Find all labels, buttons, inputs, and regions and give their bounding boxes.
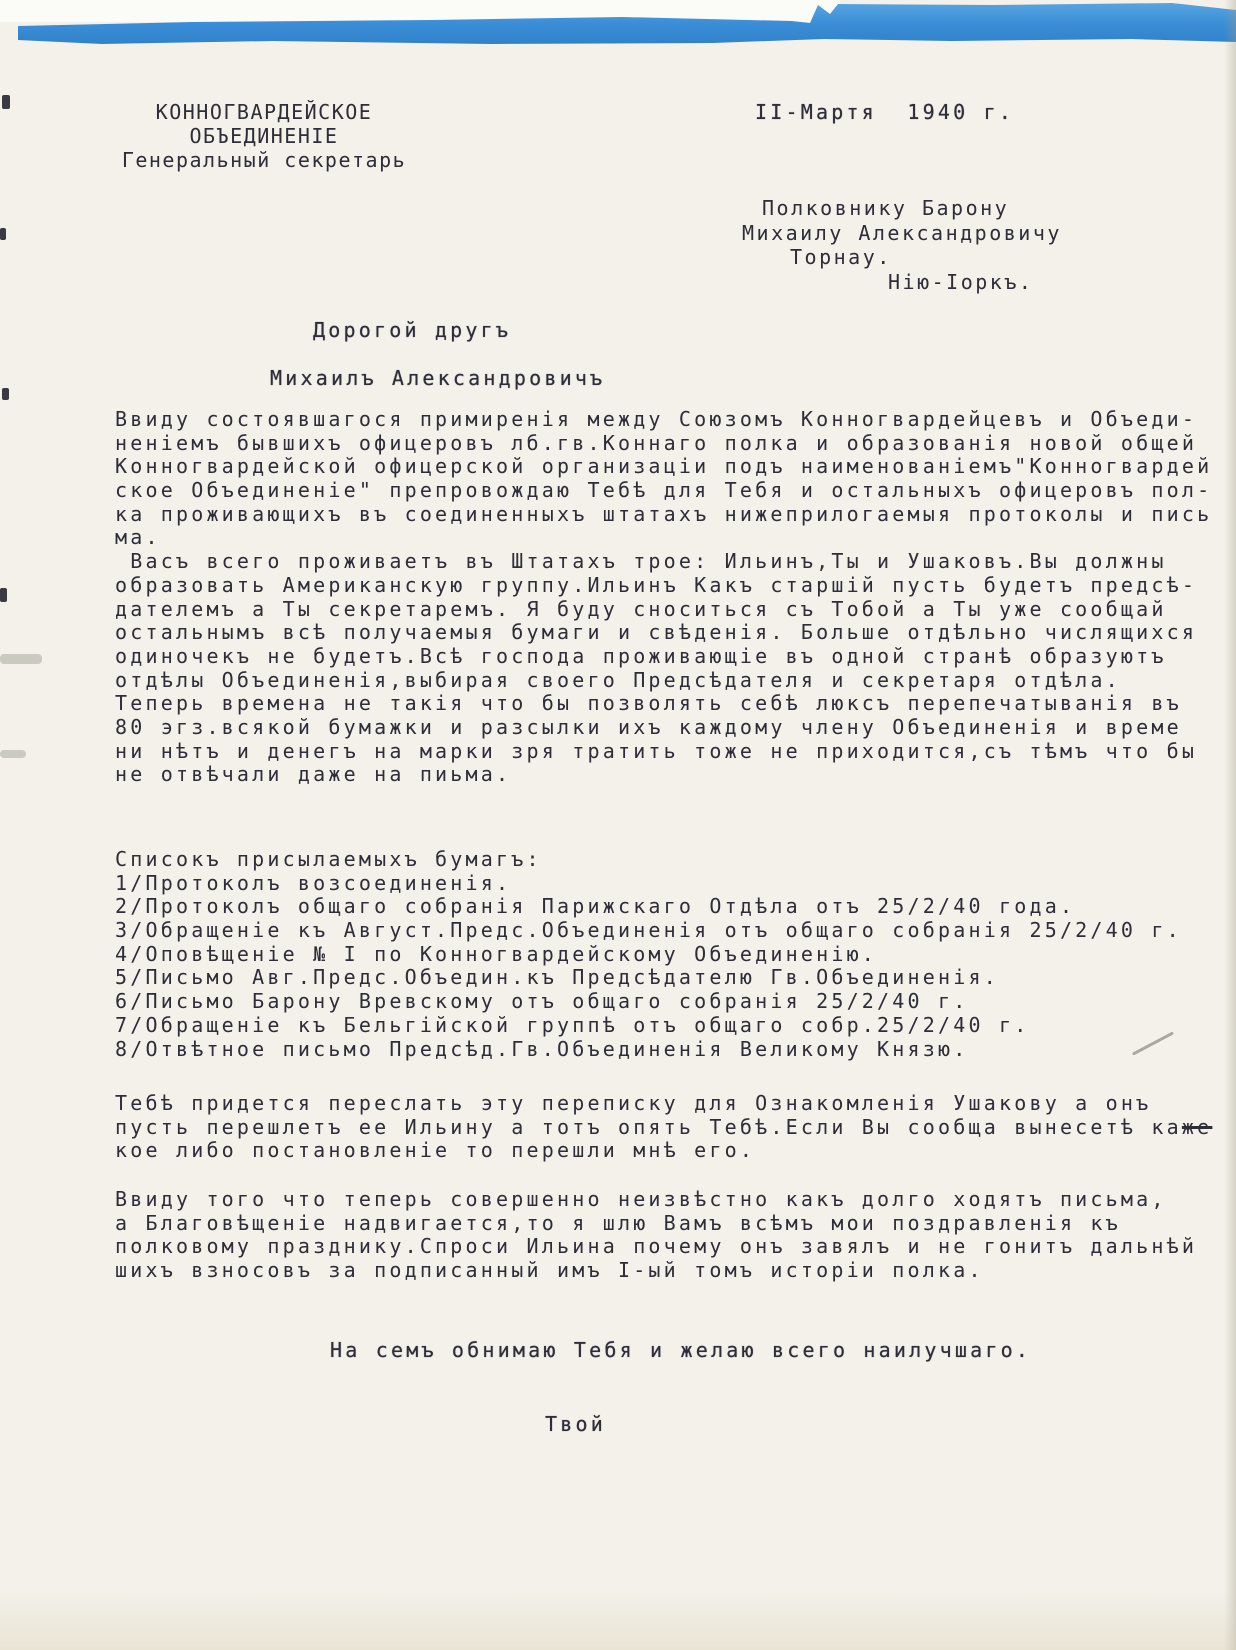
list-item: 6/Письмо Барону Вревскому отъ общаго собранія 25/2/40 г.	[115, 989, 969, 1014]
closing-phrase: На семъ обнимаю Тебя и желаю всего наилучшаго.	[330, 1338, 1032, 1362]
body-paragraph-4	[115, 1188, 1197, 1283]
body-line: полковому празднику.Спроси Ильина почему онъ завялъ и не гонитъ дальнѣй	[115, 1234, 1198, 1259]
scan-smudge	[0, 654, 42, 664]
body-line: отдѣлы Объединенія,выбирая своего Предсѣдателя и секретаря отдѣла.	[115, 667, 1121, 692]
list-item: 8/Отвѣтное письмо Предсѣд.Гв.Объединенія Великому Князю.	[115, 1036, 969, 1061]
body-line: кое либо постановленіе то перешли мнѣ его.	[115, 1138, 756, 1163]
recipient-line: Полковнику Барону	[762, 196, 1010, 220]
scanner-background	[0, 0, 840, 22]
body-line: Теперь времена не такія что бы позволять себѣ люксъ перепечатыванія въ	[115, 691, 1182, 716]
body-line: Васъ всего проживаетъ въ Штатахъ трое: Ильинъ,Ты и Ушаковъ.Вы должны	[115, 549, 1167, 574]
body-line: образовать Американскую группу.Ильинъ Какъ старшій пусть будетъ предсѣ-	[115, 572, 1198, 597]
body-line: Тебѣ придется переслать эту переписку для Ознакомленія Ушакову а онъ	[115, 1091, 1152, 1115]
struck-out-text: же	[1181, 1114, 1213, 1139]
salutation-name: Михаилъ Александровичъ	[270, 366, 606, 390]
body-line-text: пусть перешлетъ ее Ильину а тотъ опять Тебѣ.Если Вы сообща вынесетѣ ка	[115, 1114, 1182, 1139]
salutation: Дорогой другъ	[313, 318, 512, 342]
body-line: ка проживающихъ въ соединенныхъ штатахъ нижеприлогаемыя протоколы и пись	[115, 501, 1213, 526]
body-line: ское Объединеніе" препровождаю Тебѣ для Тебя и остальныхъ офицеровъ пол-	[115, 478, 1213, 503]
signature-word: Твой	[545, 1412, 606, 1436]
body-line: ма.	[115, 525, 161, 550]
page-bottom-shading	[0, 1590, 1236, 1650]
list-item: 3/Обращеніе къ Август.Предс.Объединенія отъ общаго собранія 25/2/40 г.	[115, 918, 1182, 943]
body-line: Ввиду состоявшагося примиренія между Союзомъ Конногвардейцевъ и Объеди-	[115, 407, 1198, 431]
body-line: неніемъ бывшихъ офицеровъ лб.гв.Коннаго полка и образованія новой общей	[115, 430, 1198, 455]
body-line: дателемъ а Ты секретаремъ. Я буду сноситься съ Тобой а Ты уже сообщай	[115, 596, 1167, 621]
body-line: а Благовѣщеніе надвигается,то я шлю Вамъ всѣмъ мои поздравленія къ	[115, 1210, 1121, 1235]
list-item: 7/Обращеніе къ Бельгійской группѣ отъ общаго собр.25/2/40 г.	[115, 1012, 1030, 1037]
scan-smudge	[0, 750, 26, 758]
body-line: остальнымъ всѣ получаемыя бумаги и свѣденія. Больше отдѣльно числящихся	[115, 620, 1198, 645]
scan-speck	[2, 388, 9, 400]
list-item: 2/Протоколъ общаго собранія Парижскаго Отдѣла отъ 25/2/40 года.	[115, 894, 1076, 919]
list-item: 5/Письмо Авг.Предс.Объедин.къ Предсѣдателю Гв.Объединенія.	[115, 965, 999, 990]
letterhead-line: Генеральный секретарь	[121, 148, 407, 172]
enclosures-list	[115, 848, 1182, 1061]
letterhead-line: КОННОГВАРДЕЙСКОЕ	[155, 100, 373, 124]
body-paragraphs-1-2	[115, 408, 1212, 787]
page-edge-shading	[1224, 0, 1236, 1650]
body-line: не отвѣчали даже на пиьма.	[115, 762, 512, 787]
body-paragraph-3	[115, 1092, 1212, 1163]
list-item: 1/Протоколъ возсоединенія.	[115, 870, 512, 895]
scan-speck	[2, 95, 10, 109]
body-line: Ввиду того что теперь совершенно неизвѣстно какъ долго ходятъ письма,	[115, 1187, 1167, 1211]
recipient-address	[742, 196, 1062, 294]
letterhead	[118, 100, 410, 172]
body-line: Конногвардейской офицерской организаціи подъ наименованіемъ"Конногвардей	[115, 454, 1213, 479]
recipient-line: Торнау.	[790, 245, 892, 269]
list-item: 4/Оповѣщеніе № I по Конногвардейскому Объединенію.	[115, 941, 878, 966]
scan-speck	[0, 588, 7, 602]
scan-speck	[0, 228, 6, 240]
list-header: Списокъ присылаемыхъ бумагъ:	[115, 847, 542, 871]
body-line: шихъ взносовъ за подписанный имъ I-ый томъ исторіи полка.	[115, 1258, 984, 1283]
body-line: ни нѣтъ и денегъ на марки зря тратить тоже не приходится,съ тѣмъ что бы	[115, 738, 1198, 763]
recipient-line: Нію-Іоркъ.	[888, 269, 1034, 294]
body-line	[115, 1116, 1212, 1140]
body-line: 80 эгз.всякой бумажки и разсылки ихъ каждому члену Объединенія и време	[115, 714, 1182, 739]
body-line: одиночекъ не будетъ.Всѣ господа проживающіе въ одной странѣ образуютъ	[115, 643, 1167, 668]
letter-date: II-Мартя 1940 г.	[755, 100, 1015, 124]
letterhead-line: ОБЪЕДИНЕНIЕ	[189, 124, 339, 148]
recipient-line: Михаилу Александровичу	[742, 220, 1062, 245]
